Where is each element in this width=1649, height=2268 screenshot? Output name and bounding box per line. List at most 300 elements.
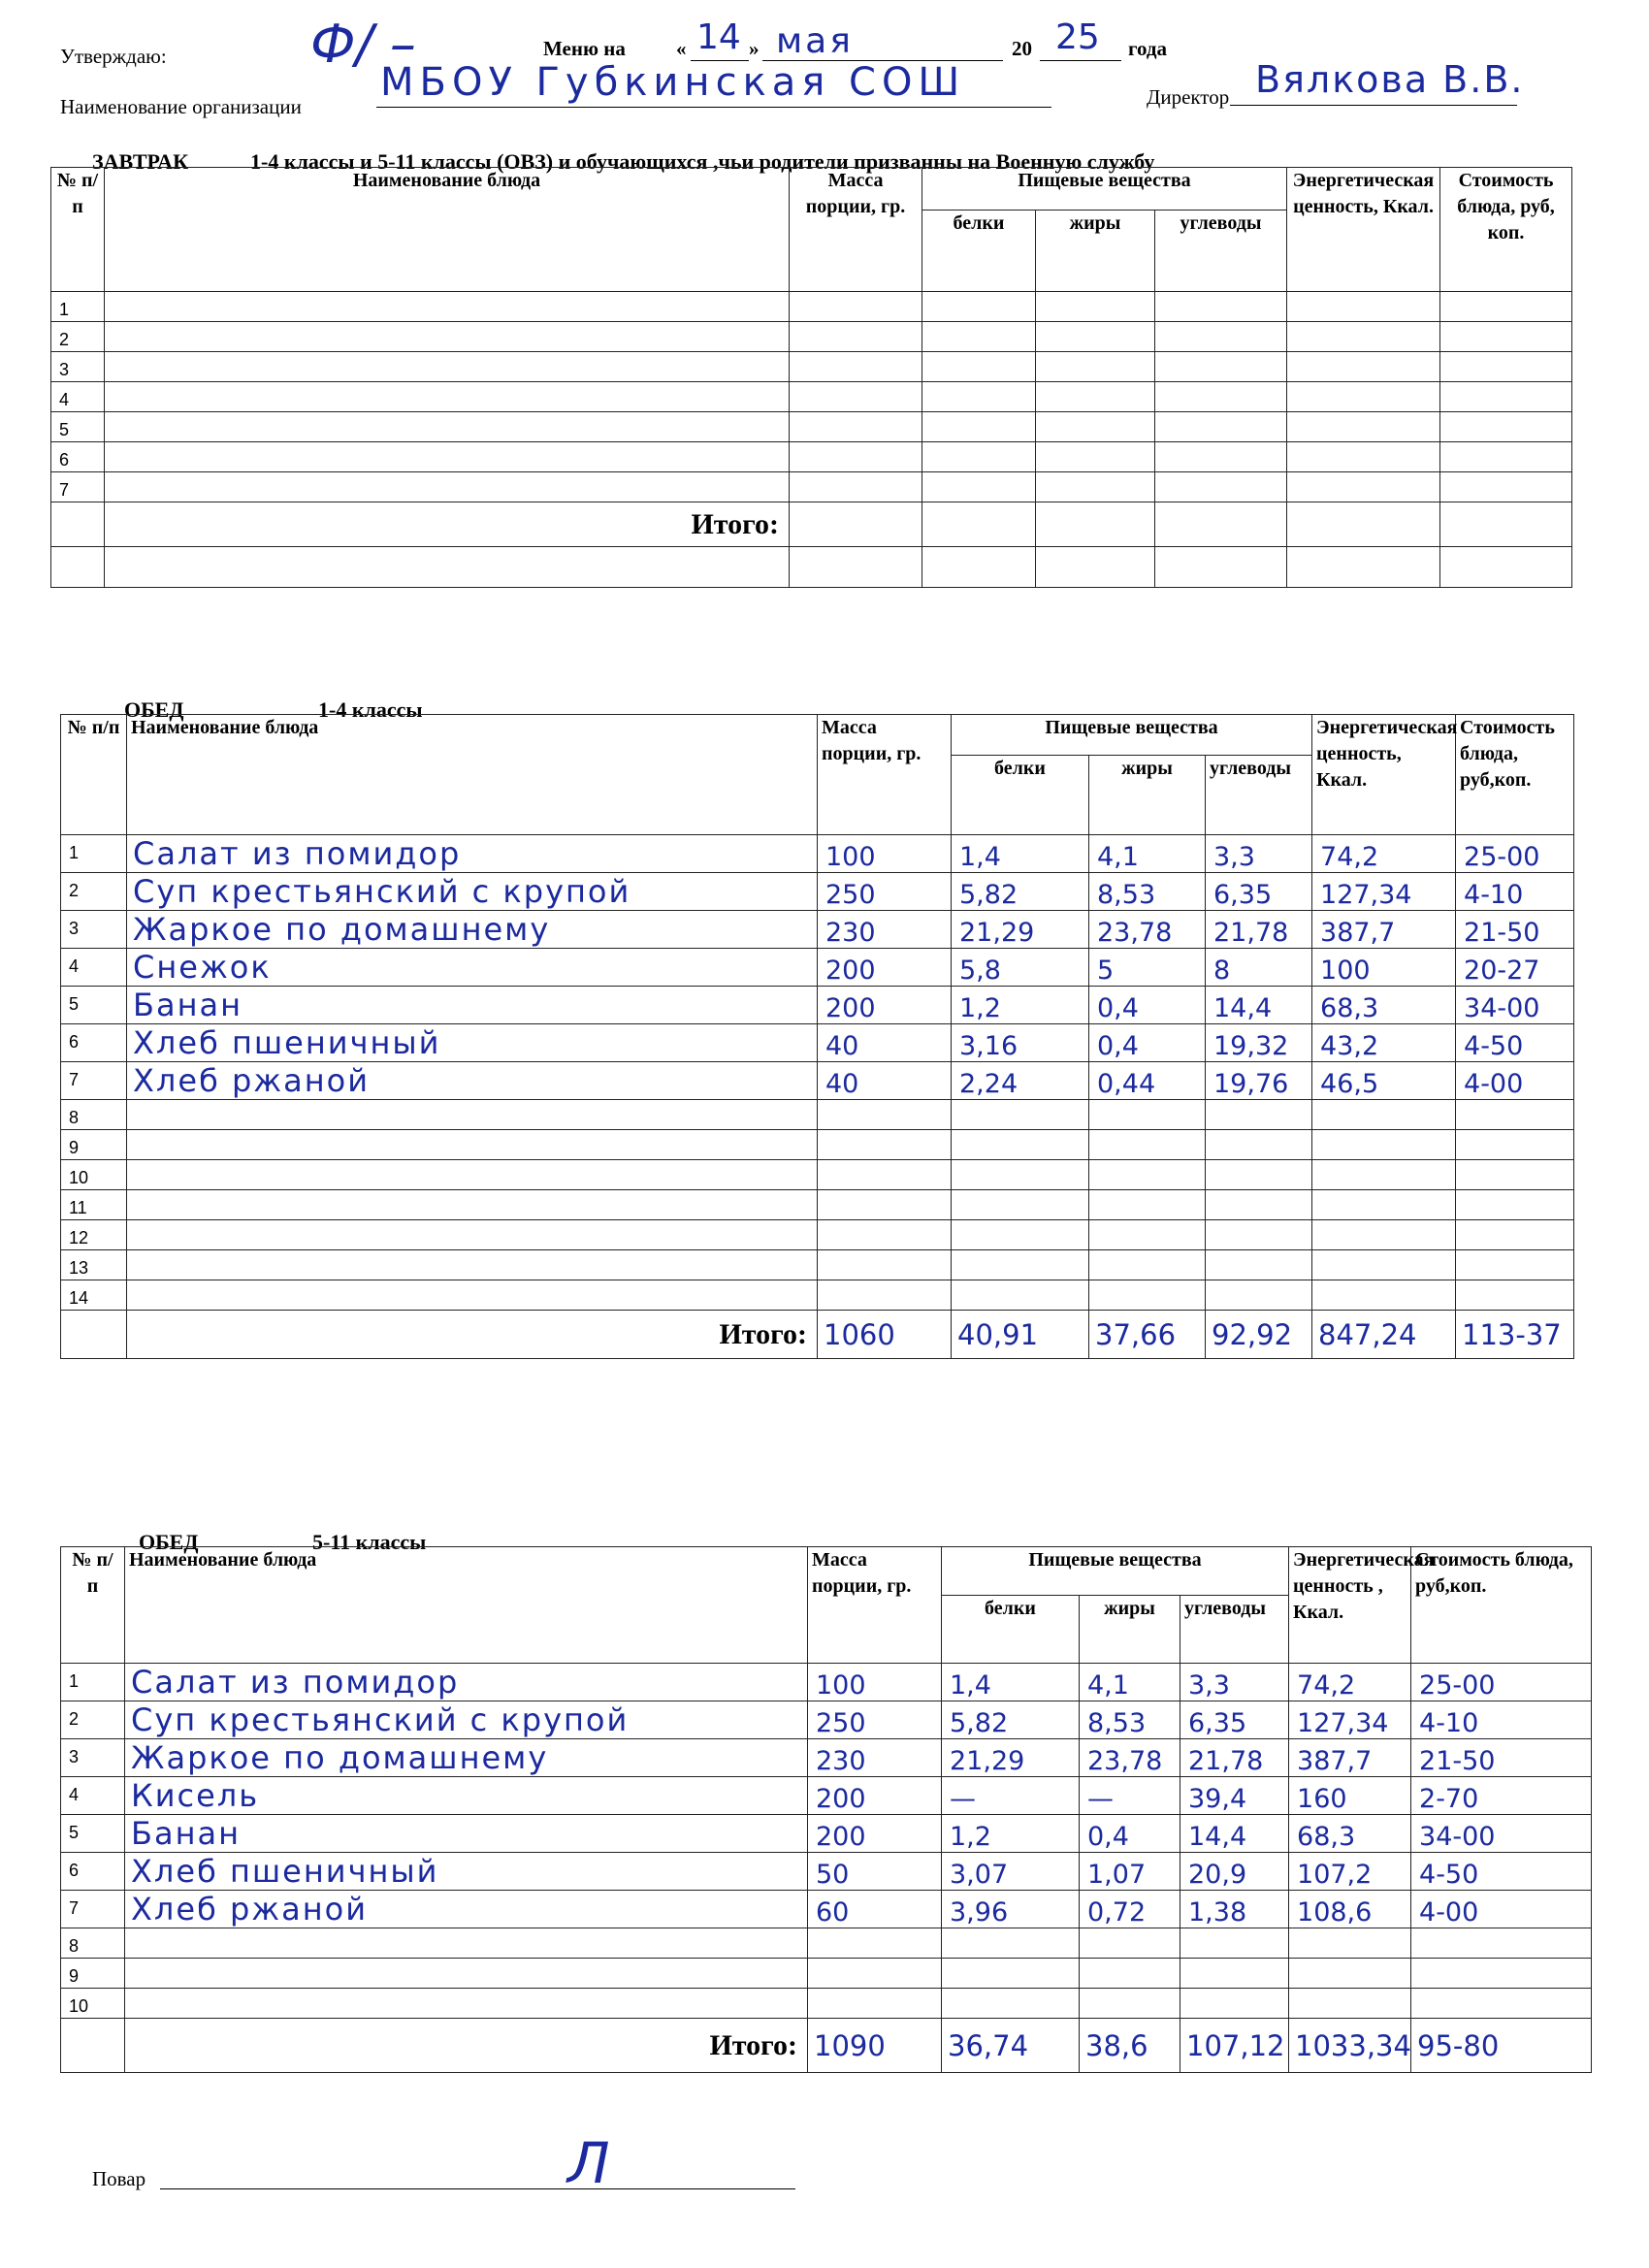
cell-name: Жаркое по домашнему xyxy=(125,1739,808,1777)
cell-protein xyxy=(922,382,1036,412)
cell-name: Банан xyxy=(127,987,818,1024)
col-name-header: Наименование блюда xyxy=(105,168,790,292)
row-number: 6 xyxy=(61,1853,125,1891)
cell-name xyxy=(105,472,790,502)
cell-protein: 3,07 xyxy=(942,1853,1080,1891)
row-number: 7 xyxy=(61,1062,127,1100)
row-number: 5 xyxy=(61,1815,125,1853)
lunch511-total-row xyxy=(61,2019,1592,2073)
cell-fat xyxy=(1036,382,1155,412)
total-mass: 1090 xyxy=(808,2019,942,2073)
cell-energy xyxy=(1312,1220,1456,1250)
cell-energy: 387,7 xyxy=(1289,1739,1411,1777)
cell-mass xyxy=(808,1989,942,2019)
cell-protein xyxy=(952,1100,1089,1130)
cell-mass: 40 xyxy=(818,1024,952,1062)
cell-protein xyxy=(922,292,1036,322)
table-row xyxy=(61,1739,1592,1777)
table-row xyxy=(51,322,1572,352)
row-number: 2 xyxy=(51,322,105,352)
cell-cost xyxy=(1411,1928,1592,1959)
lunch511-total-label: Итого: xyxy=(125,2019,808,2073)
row-number: 4 xyxy=(61,1777,125,1815)
cell-fat xyxy=(1036,442,1155,472)
table-row xyxy=(61,1250,1574,1280)
lunch14-subtitle: 1-4 классы xyxy=(318,697,423,722)
lunch14-title: ОБЕД xyxy=(124,697,184,722)
cell-carbs xyxy=(1180,1928,1289,1959)
table-row xyxy=(51,292,1572,322)
cell-cost: 34-00 xyxy=(1456,987,1574,1024)
row-number: 12 xyxy=(61,1220,127,1250)
cell-energy: 74,2 xyxy=(1312,835,1456,873)
cell-cost: 21-50 xyxy=(1456,911,1574,949)
col-name-header: Наименование блюда xyxy=(125,1547,808,1664)
menu-prefix: Меню на xyxy=(543,37,626,60)
table-row xyxy=(61,1100,1574,1130)
cell-fat: 0,4 xyxy=(1080,1815,1180,1853)
cell-energy: 100 xyxy=(1312,949,1456,987)
cell-energy: 74,2 xyxy=(1289,1664,1411,1701)
cook-label: Повар xyxy=(92,2167,146,2190)
cell-protein: 5,8 xyxy=(952,949,1089,987)
cell-protein: — xyxy=(942,1777,1080,1815)
cell-cost xyxy=(1411,1989,1592,2019)
col-num-header: № п/п xyxy=(51,168,105,292)
table-row xyxy=(61,911,1574,949)
cell-energy: 127,34 xyxy=(1312,873,1456,911)
cell-cost xyxy=(1456,1250,1574,1280)
table-row xyxy=(51,442,1572,472)
col-energy-header: Энергетическая ценность, Ккал. xyxy=(1312,715,1456,835)
cell-protein: 1,4 xyxy=(942,1664,1080,1701)
cell-carbs: 19,32 xyxy=(1206,1024,1312,1062)
cell-protein xyxy=(922,472,1036,502)
cell-fat xyxy=(1036,412,1155,442)
col-fat-header: жиры xyxy=(1089,756,1206,835)
col-carbs-header: углеводы xyxy=(1206,756,1312,835)
cell-name xyxy=(105,352,790,382)
col-mass-header: Масса порции, гр. xyxy=(818,715,952,835)
col-protein-header: белки xyxy=(952,756,1089,835)
row-number: 1 xyxy=(61,1664,125,1701)
table-row xyxy=(61,1989,1592,2019)
cell-mass: 40 xyxy=(818,1062,952,1100)
cell-protein xyxy=(942,1928,1080,1959)
cell-carbs xyxy=(1206,1100,1312,1130)
cell-carbs xyxy=(1180,1989,1289,2019)
year-suffix: 25 xyxy=(1055,17,1100,57)
cell-fat xyxy=(1089,1190,1206,1220)
cell-cost xyxy=(1440,412,1572,442)
col-energy-header: Энергетическая ценность , Ккал. xyxy=(1289,1547,1411,1664)
cell-carbs xyxy=(1206,1220,1312,1250)
cell-mass xyxy=(790,442,922,472)
cell-protein xyxy=(922,352,1036,382)
cell-protein: 2,24 xyxy=(952,1062,1089,1100)
cell-fat xyxy=(1089,1130,1206,1160)
cell-cost: 25-00 xyxy=(1411,1664,1592,1701)
cell-mass xyxy=(790,472,922,502)
col-mass-header: Масса порции, гр. xyxy=(808,1547,942,1664)
row-number: 5 xyxy=(61,987,127,1024)
row-number: 4 xyxy=(61,949,127,987)
director-value: Вялкова В.В. xyxy=(1255,58,1525,101)
cell-mass xyxy=(818,1100,952,1130)
breakfast-title: ЗАВТРАК xyxy=(92,149,189,174)
cell-energy xyxy=(1312,1130,1456,1160)
breakfast-subtitle: 1-4 классы и 5-11 классы (ОВЗ) и обучающихся ,чьи родители призванны на Военную службу xyxy=(250,149,1155,174)
table-row xyxy=(61,1190,1574,1220)
cell-mass xyxy=(808,1959,942,1989)
cell-carbs xyxy=(1206,1160,1312,1190)
col-fat-header: жиры xyxy=(1036,211,1155,292)
col-num-header: № п/ п xyxy=(61,1547,125,1664)
cell-cost: 20-27 xyxy=(1456,949,1574,987)
cell-energy: 68,3 xyxy=(1289,1815,1411,1853)
cell-carbs xyxy=(1155,472,1287,502)
table-row xyxy=(61,949,1574,987)
cell-carbs: 19,76 xyxy=(1206,1062,1312,1100)
cell-mass: 230 xyxy=(818,911,952,949)
cell-mass xyxy=(818,1220,952,1250)
cell-mass: 200 xyxy=(818,987,952,1024)
cell-cost xyxy=(1440,472,1572,502)
cell-name xyxy=(127,1130,818,1160)
cell-mass xyxy=(790,382,922,412)
cell-fat xyxy=(1089,1220,1206,1250)
row-number: 9 xyxy=(61,1130,127,1160)
approve-signature: Ф/ – xyxy=(310,14,416,75)
cell-energy xyxy=(1287,352,1440,382)
cell-name xyxy=(125,1959,808,1989)
row-number: 14 xyxy=(61,1280,127,1311)
cell-energy xyxy=(1287,322,1440,352)
cell-energy: 43,2 xyxy=(1312,1024,1456,1062)
col-protein-header: белки xyxy=(922,211,1036,292)
cell-cost xyxy=(1411,1959,1592,1989)
cell-energy: 46,5 xyxy=(1312,1062,1456,1100)
total-protein: 40,91 xyxy=(952,1311,1089,1359)
cell-energy: 160 xyxy=(1289,1777,1411,1815)
cell-protein xyxy=(952,1190,1089,1220)
table-row xyxy=(61,1062,1574,1100)
row-number: 1 xyxy=(61,835,127,873)
cell-mass: 100 xyxy=(808,1664,942,1701)
table-row xyxy=(61,1959,1592,1989)
cell-cost: 2-70 xyxy=(1411,1777,1592,1815)
cell-carbs xyxy=(1155,322,1287,352)
table-row xyxy=(61,835,1574,873)
cell-name: Хлеб пшеничный xyxy=(125,1853,808,1891)
cell-protein xyxy=(942,1989,1080,2019)
year-prefix: 20 xyxy=(1012,37,1032,60)
total-carbs: 107,12 xyxy=(1180,2019,1289,2073)
cell-fat xyxy=(1080,1959,1180,1989)
cell-protein xyxy=(952,1130,1089,1160)
cell-protein xyxy=(952,1160,1089,1190)
cell-cost: 4-00 xyxy=(1411,1891,1592,1928)
cell-energy xyxy=(1289,1928,1411,1959)
col-nutrients-header: Пищевые вещества xyxy=(942,1547,1289,1596)
table-row xyxy=(61,873,1574,911)
cell-protein: 1,2 xyxy=(942,1815,1080,1853)
cell-fat: 0,44 xyxy=(1089,1062,1206,1100)
cell-name: Банан xyxy=(125,1815,808,1853)
cell-name: Хлеб ржаной xyxy=(125,1891,808,1928)
cell-carbs: 14,4 xyxy=(1206,987,1312,1024)
row-number: 13 xyxy=(61,1250,127,1280)
cell-mass xyxy=(790,352,922,382)
cell-fat xyxy=(1080,1928,1180,1959)
cell-fat: 23,78 xyxy=(1089,911,1206,949)
cell-mass: 50 xyxy=(808,1853,942,1891)
cell-protein xyxy=(942,1959,1080,1989)
cell-protein xyxy=(922,442,1036,472)
cell-name xyxy=(127,1250,818,1280)
cell-carbs: 21,78 xyxy=(1206,911,1312,949)
lunch14-table xyxy=(60,714,1574,1359)
col-num-header: № п/п xyxy=(61,715,127,835)
cell-name: Салат из помидор xyxy=(125,1664,808,1701)
cell-fat xyxy=(1036,472,1155,502)
cell-carbs: 8 xyxy=(1206,949,1312,987)
cell-energy xyxy=(1287,412,1440,442)
cell-mass xyxy=(790,292,922,322)
cell-carbs xyxy=(1155,442,1287,472)
cell-cost xyxy=(1456,1280,1574,1311)
total-energy: 1033,34 xyxy=(1289,2019,1411,2073)
cell-energy: 108,6 xyxy=(1289,1891,1411,1928)
table-row xyxy=(61,1701,1592,1739)
row-number: 8 xyxy=(61,1100,127,1130)
quote-close: » xyxy=(749,37,760,60)
cell-fat: 8,53 xyxy=(1089,873,1206,911)
cell-energy xyxy=(1287,382,1440,412)
cell-mass: 250 xyxy=(808,1701,942,1739)
cell-protein xyxy=(952,1250,1089,1280)
col-cost-header: Стоимость блюда, руб,коп. xyxy=(1411,1547,1592,1664)
col-energy-header: Энергетическая ценность, Ккал. xyxy=(1287,168,1440,292)
table-row xyxy=(61,1853,1592,1891)
cell-cost xyxy=(1440,292,1572,322)
cell-name: Хлеб ржаной xyxy=(127,1062,818,1100)
col-carbs-header: углеводы xyxy=(1155,211,1287,292)
table-row xyxy=(61,1280,1574,1311)
cell-fat xyxy=(1036,292,1155,322)
table-row xyxy=(61,1777,1592,1815)
lunch511-subtitle: 5-11 классы xyxy=(312,1530,427,1554)
cell-mass: 250 xyxy=(818,873,952,911)
cell-cost: 4-50 xyxy=(1456,1024,1574,1062)
cell-carbs: 14,4 xyxy=(1180,1815,1289,1853)
org-value: МБОУ Губкинская СОШ xyxy=(380,60,966,105)
row-number: 11 xyxy=(61,1190,127,1220)
cell-mass xyxy=(818,1280,952,1311)
cell-fat: 4,1 xyxy=(1089,835,1206,873)
col-cost-header: Стоимость блюда, руб, коп. xyxy=(1440,168,1572,292)
row-number: 8 xyxy=(61,1928,125,1959)
cell-cost: 25-00 xyxy=(1456,835,1574,873)
cell-mass: 200 xyxy=(808,1777,942,1815)
cell-name xyxy=(127,1160,818,1190)
cell-cost: 34-00 xyxy=(1411,1815,1592,1853)
cell-name xyxy=(127,1220,818,1250)
table-row xyxy=(61,1928,1592,1959)
cell-protein: 21,29 xyxy=(942,1739,1080,1777)
total-mass: 1060 xyxy=(818,1311,952,1359)
cell-cost xyxy=(1456,1160,1574,1190)
table-row xyxy=(61,1664,1592,1701)
cell-cost xyxy=(1440,322,1572,352)
row-number: 9 xyxy=(61,1959,125,1989)
cell-cost xyxy=(1440,442,1572,472)
cell-carbs xyxy=(1155,412,1287,442)
row-number: 2 xyxy=(61,1701,125,1739)
cell-carbs: 1,38 xyxy=(1180,1891,1289,1928)
cell-mass: 60 xyxy=(808,1891,942,1928)
row-number: 7 xyxy=(61,1891,125,1928)
cell-mass xyxy=(818,1130,952,1160)
menu-month: мая xyxy=(776,21,854,61)
cell-energy xyxy=(1287,472,1440,502)
total-fat: 37,66 xyxy=(1089,1311,1206,1359)
cell-name xyxy=(105,382,790,412)
cell-mass xyxy=(818,1160,952,1190)
cell-name xyxy=(127,1280,818,1311)
quote-open: « xyxy=(676,37,687,60)
cell-protein: 5,82 xyxy=(952,873,1089,911)
table-row xyxy=(51,352,1572,382)
cook-signature: Л xyxy=(567,2130,610,2196)
row-number: 10 xyxy=(61,1989,125,2019)
cell-fat: 23,78 xyxy=(1080,1739,1180,1777)
cell-name xyxy=(127,1100,818,1130)
cell-protein: 3,96 xyxy=(942,1891,1080,1928)
cell-name xyxy=(125,1989,808,2019)
row-number: 2 xyxy=(61,873,127,911)
cell-name: Суп крестьянский с крупой xyxy=(127,873,818,911)
cell-fat: 0,4 xyxy=(1089,987,1206,1024)
cell-energy: 107,2 xyxy=(1289,1853,1411,1891)
row-number: 3 xyxy=(61,911,127,949)
total-carbs: 92,92 xyxy=(1206,1311,1312,1359)
breakfast-total-row xyxy=(51,502,1572,547)
cell-energy: 387,7 xyxy=(1312,911,1456,949)
cell-fat xyxy=(1036,352,1155,382)
cell-carbs xyxy=(1206,1280,1312,1311)
cell-carbs: 20,9 xyxy=(1180,1853,1289,1891)
row-number: 7 xyxy=(51,472,105,502)
col-carbs-header: углеводы xyxy=(1180,1596,1289,1664)
total-energy: 847,24 xyxy=(1312,1311,1456,1359)
col-nutrients-header: Пищевые вещества xyxy=(952,715,1312,756)
row-number: 6 xyxy=(61,1024,127,1062)
table-row xyxy=(61,987,1574,1024)
cell-protein: 1,2 xyxy=(952,987,1089,1024)
cell-energy xyxy=(1287,292,1440,322)
row-number: 3 xyxy=(61,1739,125,1777)
cell-cost: 4-00 xyxy=(1456,1062,1574,1100)
cell-energy xyxy=(1287,442,1440,472)
cell-energy xyxy=(1312,1250,1456,1280)
total-protein: 36,74 xyxy=(942,2019,1080,2073)
cell-energy xyxy=(1312,1190,1456,1220)
cell-name xyxy=(105,442,790,472)
cell-mass xyxy=(790,412,922,442)
table-row xyxy=(51,472,1572,502)
row-number: 6 xyxy=(51,442,105,472)
cell-cost: 21-50 xyxy=(1411,1739,1592,1777)
row-number: 1 xyxy=(51,292,105,322)
cell-protein xyxy=(922,412,1036,442)
cell-energy: 127,34 xyxy=(1289,1701,1411,1739)
col-nutrients-header: Пищевые вещества xyxy=(922,168,1287,211)
lunch511-title: ОБЕД xyxy=(139,1530,199,1554)
total-fat: 38,6 xyxy=(1080,2019,1180,2073)
table-row xyxy=(61,1024,1574,1062)
cell-protein: 5,82 xyxy=(942,1701,1080,1739)
cell-energy: 68,3 xyxy=(1312,987,1456,1024)
table-row xyxy=(61,1130,1574,1160)
cell-protein: 3,16 xyxy=(952,1024,1089,1062)
cell-cost xyxy=(1456,1220,1574,1250)
cell-carbs: 3,3 xyxy=(1206,835,1312,873)
table-row xyxy=(61,1160,1574,1190)
row-number: 10 xyxy=(61,1160,127,1190)
cell-cost xyxy=(1456,1130,1574,1160)
cell-cost: 4-50 xyxy=(1411,1853,1592,1891)
cell-name: Снежок xyxy=(127,949,818,987)
cell-protein: 21,29 xyxy=(952,911,1089,949)
cell-cost: 4-10 xyxy=(1456,873,1574,911)
cell-mass xyxy=(818,1190,952,1220)
cell-fat xyxy=(1089,1160,1206,1190)
cell-carbs xyxy=(1180,1959,1289,1989)
cell-name: Кисель xyxy=(125,1777,808,1815)
cell-energy xyxy=(1312,1280,1456,1311)
cell-name xyxy=(105,322,790,352)
table-row xyxy=(61,1815,1592,1853)
cell-energy xyxy=(1312,1160,1456,1190)
col-fat-header: жиры xyxy=(1080,1596,1180,1664)
col-mass-header: Масса порции, гр. xyxy=(790,168,922,292)
cell-carbs xyxy=(1155,292,1287,322)
cell-carbs xyxy=(1155,382,1287,412)
cell-fat xyxy=(1080,1989,1180,2019)
col-cost-header: Стоимость блюда, руб,коп. xyxy=(1456,715,1574,835)
cell-cost xyxy=(1440,352,1572,382)
table-row xyxy=(61,1220,1574,1250)
cell-fat xyxy=(1089,1100,1206,1130)
breakfast-total-label: Итого: xyxy=(105,502,790,547)
cell-protein: 1,4 xyxy=(952,835,1089,873)
total-cost: 95-80 xyxy=(1411,2019,1592,2073)
cell-cost: 4-10 xyxy=(1411,1701,1592,1739)
cell-mass: 200 xyxy=(818,949,952,987)
cell-name xyxy=(105,292,790,322)
lunch14-total-row xyxy=(61,1311,1574,1359)
cell-mass xyxy=(808,1928,942,1959)
cell-fat: — xyxy=(1080,1777,1180,1815)
table-row xyxy=(51,382,1572,412)
col-protein-header: белки xyxy=(942,1596,1080,1664)
cell-fat: 0,4 xyxy=(1089,1024,1206,1062)
cell-mass: 200 xyxy=(808,1815,942,1853)
table-row xyxy=(51,412,1572,442)
total-cost: 113-37 xyxy=(1456,1311,1574,1359)
row-number: 5 xyxy=(51,412,105,442)
